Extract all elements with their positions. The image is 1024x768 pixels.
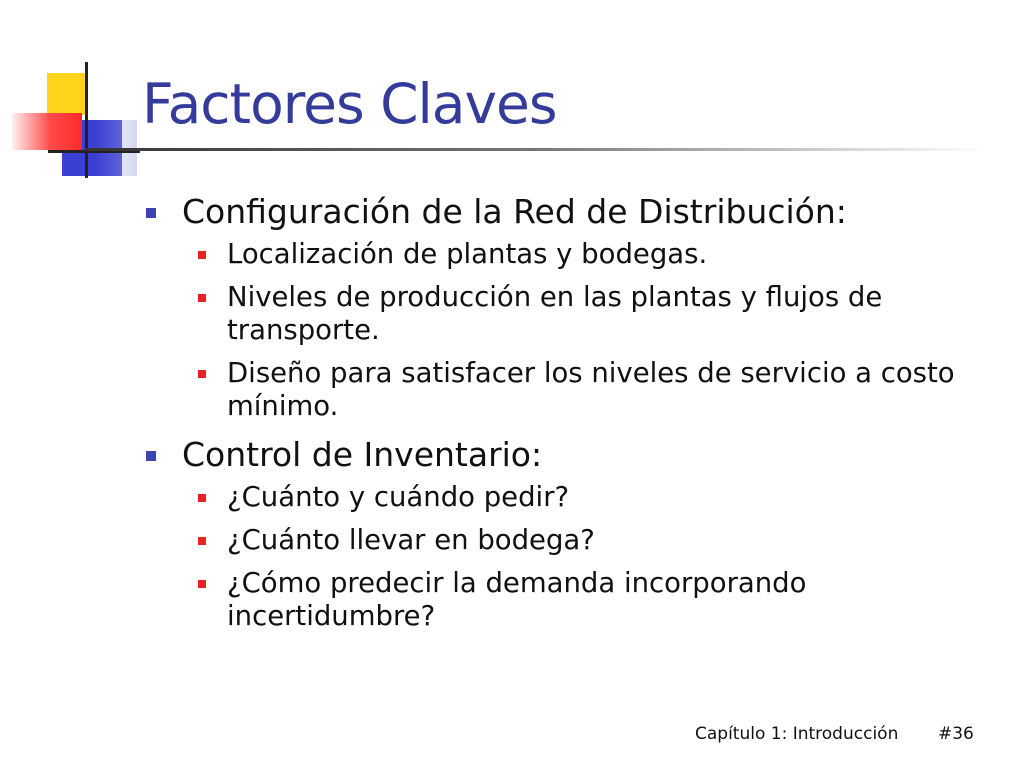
- logo-red-bar: [12, 113, 82, 150]
- bullet-text: ¿Cuánto y cuándo pedir?: [227, 481, 570, 513]
- bullet-level1: [144, 435, 964, 475]
- square-bullet-icon: [198, 494, 206, 502]
- section-inventory-control: [144, 435, 964, 633]
- square-bullet-icon: [198, 294, 206, 302]
- bullet-text: Niveles de producción en las plantas y flujos de transporte.: [227, 281, 883, 346]
- title-underline: [85, 148, 985, 151]
- bullet-text: ¿Cómo predecir la demanda incorporando incertidumbre?: [227, 567, 807, 632]
- square-bullet-icon: [146, 208, 156, 218]
- section-distribution-network: [144, 192, 964, 423]
- slide-title: Factores Claves: [142, 72, 557, 136]
- square-bullet-icon: [198, 580, 206, 588]
- bullet-level2: [227, 567, 964, 633]
- square-bullet-icon: [146, 451, 156, 461]
- bullet-level2: [227, 238, 964, 271]
- bullet-level2: [227, 357, 964, 423]
- slide-logo-decoration: [0, 0, 140, 190]
- square-bullet-icon: [198, 370, 206, 378]
- section-heading: Configuración de la Red de Distribución:: [182, 192, 847, 231]
- footer-slide-number: #36: [938, 724, 974, 744]
- footer-chapter: Capítulo 1: Introducción: [695, 724, 899, 744]
- bullet-text: Localización de plantas y bodegas.: [227, 238, 708, 270]
- bullet-level2: [227, 481, 964, 514]
- bullet-level2: [227, 281, 964, 347]
- slide-content: [144, 192, 964, 645]
- bullet-text: Diseño para satisfacer los niveles de servicio a costo mínimo.: [227, 357, 955, 422]
- bullet-level1: [144, 192, 964, 232]
- bullet-level2: [227, 524, 964, 557]
- logo-vertical-line: [85, 62, 88, 178]
- section-heading: Control de Inventario:: [182, 435, 543, 474]
- bullet-text: ¿Cuánto llevar en bodega?: [227, 524, 595, 556]
- logo-yellow-square: [47, 73, 85, 115]
- square-bullet-icon: [198, 537, 206, 545]
- square-bullet-icon: [198, 251, 206, 259]
